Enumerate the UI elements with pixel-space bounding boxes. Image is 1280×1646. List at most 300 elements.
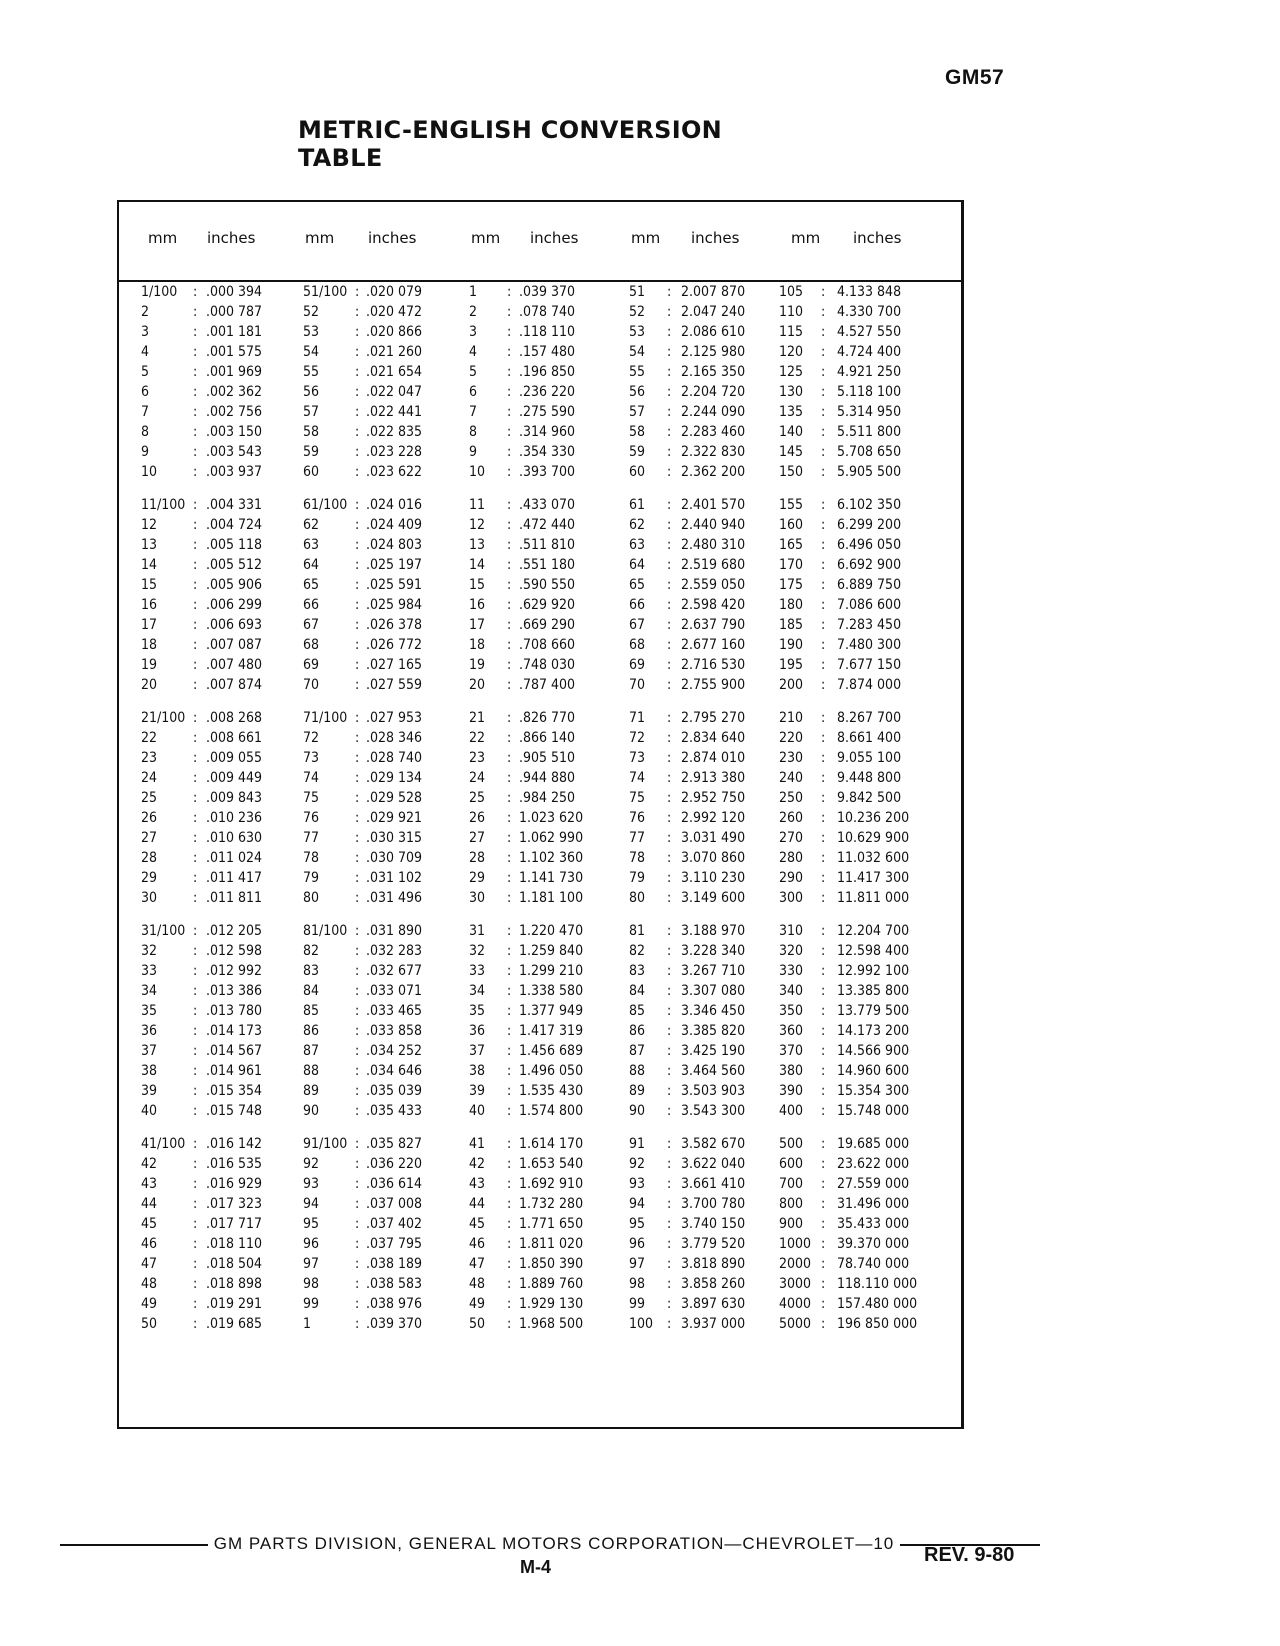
separator-colon: :	[667, 1063, 672, 1079]
mm-value: 68	[629, 637, 646, 653]
separator-colon: :	[355, 1256, 360, 1272]
mm-value: 9	[141, 444, 150, 460]
inches-value: 2.637 790	[681, 617, 746, 633]
header-inches: inches	[853, 229, 902, 247]
mm-value: 130	[779, 384, 804, 400]
inches-value: .017 323	[206, 1196, 263, 1212]
inches-value: .001 181	[206, 324, 263, 340]
separator-colon: :	[667, 1003, 672, 1019]
mm-value: 41	[469, 1136, 486, 1152]
separator-colon: :	[507, 770, 512, 786]
separator-colon: :	[821, 304, 826, 320]
separator-colon: :	[821, 284, 826, 300]
document-code: GM57	[945, 66, 1005, 89]
separator-colon: :	[821, 1236, 826, 1252]
separator-colon: :	[821, 963, 826, 979]
mm-value: 140	[779, 424, 804, 440]
mm-value: 97	[303, 1256, 320, 1272]
separator-colon: :	[193, 324, 198, 340]
mm-value: 66	[303, 597, 320, 613]
inches-value: .196 850	[519, 364, 576, 380]
inches-value: .038 976	[366, 1296, 423, 1312]
mm-value: 18	[469, 637, 486, 653]
mm-value: 88	[629, 1063, 646, 1079]
separator-colon: :	[667, 657, 672, 673]
mm-value: 165	[779, 537, 804, 553]
inches-value: .006 299	[206, 597, 263, 613]
mm-value: 72	[303, 730, 320, 746]
mm-value: 4000	[779, 1296, 812, 1312]
separator-colon: :	[507, 464, 512, 480]
mm-value: 9	[469, 444, 478, 460]
inches-value: .009 449	[206, 770, 263, 786]
mm-value: 4	[141, 344, 150, 360]
mm-value: 69	[629, 657, 646, 673]
separator-colon: :	[507, 657, 512, 673]
separator-colon: :	[821, 830, 826, 846]
mm-value: 18	[141, 637, 158, 653]
header-inches: inches	[530, 229, 579, 247]
separator-colon: :	[355, 1316, 360, 1332]
inches-value: .008 268	[206, 710, 263, 726]
inches-value: .005 512	[206, 557, 263, 573]
separator-colon: :	[507, 1236, 512, 1252]
inches-value: 4.133 848	[837, 284, 902, 300]
inches-value: 3.779 520	[681, 1236, 746, 1252]
inches-value: 6.299 200	[837, 517, 902, 533]
mm-value: 30	[141, 890, 158, 906]
separator-colon: :	[821, 384, 826, 400]
mm-value: 27	[141, 830, 158, 846]
separator-colon: :	[821, 344, 826, 360]
mm-value: 75	[303, 790, 320, 806]
inches-value: 5.118 100	[837, 384, 902, 400]
separator-colon: :	[355, 1043, 360, 1059]
separator-colon: :	[821, 617, 826, 633]
separator-colon: :	[507, 1276, 512, 1292]
mm-value: 14	[141, 557, 158, 573]
mm-value: 83	[303, 963, 320, 979]
inches-value: .023 622	[366, 464, 423, 480]
inches-value: 5.314 950	[837, 404, 902, 420]
mm-value: 83	[629, 963, 646, 979]
separator-colon: :	[355, 1083, 360, 1099]
separator-colon: :	[193, 537, 198, 553]
mm-value: 700	[779, 1176, 804, 1192]
mm-value: 49	[469, 1296, 486, 1312]
inches-value: .025 591	[366, 577, 423, 593]
mm-value: 80	[303, 890, 320, 906]
inches-value: 14.566 900	[837, 1043, 910, 1059]
inches-value: 3.070 860	[681, 850, 746, 866]
inches-value: 2.755 900	[681, 677, 746, 693]
separator-colon: :	[355, 770, 360, 786]
separator-colon: :	[193, 1003, 198, 1019]
separator-colon: :	[193, 517, 198, 533]
mm-value: 56	[629, 384, 646, 400]
separator-colon: :	[821, 497, 826, 513]
separator-colon: :	[667, 464, 672, 480]
mm-value: 79	[303, 870, 320, 886]
mm-value: 40	[141, 1103, 158, 1119]
separator-colon: :	[821, 870, 826, 886]
inches-value: 1.496 050	[519, 1063, 584, 1079]
mm-value: 63	[303, 537, 320, 553]
separator-colon: :	[667, 617, 672, 633]
inches-value: 9.448 800	[837, 770, 902, 786]
separator-colon: :	[193, 1063, 198, 1079]
mm-value: 87	[629, 1043, 646, 1059]
separator-colon: :	[667, 1023, 672, 1039]
inches-value: 19.685 000	[837, 1136, 910, 1152]
separator-colon: :	[667, 850, 672, 866]
inches-value: .314 960	[519, 424, 576, 440]
separator-colon: :	[507, 1003, 512, 1019]
mm-value: 220	[779, 730, 804, 746]
inches-value: 2.874 010	[681, 750, 746, 766]
mm-value: 260	[779, 810, 804, 826]
inches-value: 3.228 340	[681, 943, 746, 959]
inches-value: 23.622 000	[837, 1156, 910, 1172]
inches-value: 3.858 260	[681, 1276, 746, 1292]
footer-division: GM PARTS DIVISION, GENERAL MOTORS CORPORATION—CHEVROLET—10	[213, 1534, 895, 1553]
mm-value: 135	[779, 404, 804, 420]
separator-colon: :	[193, 710, 198, 726]
mm-value: 145	[779, 444, 804, 460]
mm-value: 59	[303, 444, 320, 460]
mm-value: 45	[141, 1216, 158, 1232]
inches-value: .012 598	[206, 943, 263, 959]
inches-value: 2.559 050	[681, 577, 746, 593]
separator-colon: :	[193, 770, 198, 786]
revision-label: REV. 9-80	[924, 1544, 1015, 1566]
inches-value: .472 440	[519, 517, 576, 533]
inches-value: .078 740	[519, 304, 576, 320]
inches-value: 6.889 750	[837, 577, 902, 593]
inches-value: .511 810	[519, 537, 576, 553]
mm-value: 31	[469, 923, 486, 939]
inches-value: 2.677 160	[681, 637, 746, 653]
separator-colon: :	[193, 963, 198, 979]
mm-value: 2	[469, 304, 478, 320]
inches-value: 2.283 460	[681, 424, 746, 440]
separator-colon: :	[507, 943, 512, 959]
separator-colon: :	[507, 963, 512, 979]
inches-value: 4.330 700	[837, 304, 902, 320]
separator-colon: :	[507, 364, 512, 380]
separator-colon: :	[355, 557, 360, 573]
separator-colon: :	[355, 830, 360, 846]
mm-value: 59	[629, 444, 646, 460]
inches-value: 2.125 980	[681, 344, 746, 360]
inches-value: 15.748 000	[837, 1103, 910, 1119]
inches-value: .029 134	[366, 770, 423, 786]
separator-colon: :	[667, 637, 672, 653]
mm-value: 28	[469, 850, 486, 866]
inches-value: 7.677 150	[837, 657, 902, 673]
table-body	[119, 282, 961, 1427]
separator-colon: :	[507, 637, 512, 653]
inches-value: 5.708 650	[837, 444, 902, 460]
mm-value: 61/100	[303, 497, 348, 513]
inches-value: 3.582 670	[681, 1136, 746, 1152]
mm-value: 6	[141, 384, 150, 400]
mm-value: 74	[303, 770, 320, 786]
separator-colon: :	[355, 597, 360, 613]
mm-value: 100	[629, 1316, 654, 1332]
mm-value: 34	[469, 983, 486, 999]
inches-value: 3.937 000	[681, 1316, 746, 1332]
separator-colon: :	[507, 1216, 512, 1232]
separator-colon: :	[355, 1216, 360, 1232]
separator-colon: :	[821, 424, 826, 440]
separator-colon: :	[507, 810, 512, 826]
inches-value: 3.149 600	[681, 890, 746, 906]
separator-colon: :	[355, 284, 360, 300]
mm-value: 19	[141, 657, 158, 673]
mm-value: 38	[469, 1063, 486, 1079]
inches-value: .023 228	[366, 444, 423, 460]
header-mm: mm	[471, 229, 501, 247]
inches-value: 3.188 970	[681, 923, 746, 939]
inches-value: 9.842 500	[837, 790, 902, 806]
inches-value: 1.102 360	[519, 850, 584, 866]
mm-value: 95	[629, 1216, 646, 1232]
mm-value: 89	[303, 1083, 320, 1099]
mm-value: 5000	[779, 1316, 812, 1332]
inches-value: .012 205	[206, 923, 263, 939]
mm-value: 16	[141, 597, 158, 613]
separator-colon: :	[507, 730, 512, 746]
inches-value: .031 102	[366, 870, 423, 886]
separator-colon: :	[667, 983, 672, 999]
inches-value: 3.425 190	[681, 1043, 746, 1059]
separator-colon: :	[507, 284, 512, 300]
mm-value: 92	[629, 1156, 646, 1172]
mm-value: 96	[303, 1236, 320, 1252]
mm-value: 15	[141, 577, 158, 593]
separator-colon: :	[193, 1276, 198, 1292]
inches-value: .016 142	[206, 1136, 263, 1152]
separator-colon: :	[507, 1256, 512, 1272]
separator-colon: :	[821, 1103, 826, 1119]
inches-value: .590 550	[519, 577, 576, 593]
mm-value: 21	[469, 710, 486, 726]
mm-value: 36	[141, 1023, 158, 1039]
footer-division-line	[60, 1534, 1060, 1554]
separator-colon: :	[355, 1156, 360, 1172]
separator-colon: :	[507, 1043, 512, 1059]
inches-value: 1.614 170	[519, 1136, 584, 1152]
inches-value: 1.653 540	[519, 1156, 584, 1172]
inches-value: 2.362 200	[681, 464, 746, 480]
mm-value: 43	[141, 1176, 158, 1192]
inches-value: 1.811 020	[519, 1236, 584, 1252]
mm-value: 30	[469, 890, 486, 906]
separator-colon: :	[667, 1176, 672, 1192]
separator-colon: :	[193, 1176, 198, 1192]
mm-value: 84	[303, 983, 320, 999]
inches-value: .354 330	[519, 444, 576, 460]
inches-value: 3.267 710	[681, 963, 746, 979]
separator-colon: :	[193, 304, 198, 320]
inches-value: 3.622 040	[681, 1156, 746, 1172]
inches-value: 14.960 600	[837, 1063, 910, 1079]
mm-value: 27	[469, 830, 486, 846]
mm-value: 42	[141, 1156, 158, 1172]
inches-value: .037 008	[366, 1196, 423, 1212]
mm-value: 29	[469, 870, 486, 886]
inches-value: .009 055	[206, 750, 263, 766]
mm-value: 95	[303, 1216, 320, 1232]
inches-value: .013 386	[206, 983, 263, 999]
footer-rule	[60, 1544, 208, 1546]
inches-value: .551 180	[519, 557, 576, 573]
mm-value: 52	[303, 304, 320, 320]
separator-colon: :	[821, 1176, 826, 1192]
separator-colon: :	[507, 850, 512, 866]
mm-value: 78	[629, 850, 646, 866]
separator-colon: :	[355, 517, 360, 533]
mm-value: 280	[779, 850, 804, 866]
separator-colon: :	[821, 1196, 826, 1212]
mm-value: 55	[629, 364, 646, 380]
inches-value: .032 677	[366, 963, 423, 979]
mm-value: 60	[629, 464, 646, 480]
inches-value: .032 283	[366, 943, 423, 959]
mm-value: 5	[469, 364, 478, 380]
separator-colon: :	[507, 617, 512, 633]
separator-colon: :	[821, 790, 826, 806]
header-mm: mm	[791, 229, 821, 247]
separator-colon: :	[821, 850, 826, 866]
separator-colon: :	[507, 1196, 512, 1212]
separator-colon: :	[193, 464, 198, 480]
separator-colon: :	[355, 444, 360, 460]
mm-value: 62	[629, 517, 646, 533]
separator-colon: :	[507, 1296, 512, 1312]
inches-value: 2.244 090	[681, 404, 746, 420]
inches-value: .157 480	[519, 344, 576, 360]
inches-value: 1.220 470	[519, 923, 584, 939]
inches-value: .022 047	[366, 384, 423, 400]
mm-value: 1	[303, 1316, 312, 1332]
mm-value: 68	[303, 637, 320, 653]
separator-colon: :	[193, 424, 198, 440]
separator-colon: :	[193, 810, 198, 826]
mm-value: 93	[629, 1176, 646, 1192]
mm-value: 75	[629, 790, 646, 806]
separator-colon: :	[355, 1023, 360, 1039]
inches-value: .009 843	[206, 790, 263, 806]
mm-value: 19	[469, 657, 486, 673]
separator-colon: :	[667, 890, 672, 906]
mm-value: 4	[469, 344, 478, 360]
inches-value: 2.598 420	[681, 597, 746, 613]
mm-value: 105	[779, 284, 804, 300]
separator-colon: :	[667, 1196, 672, 1212]
separator-colon: :	[821, 1276, 826, 1292]
mm-value: 36	[469, 1023, 486, 1039]
separator-colon: :	[667, 1276, 672, 1292]
mm-value: 50	[469, 1316, 486, 1332]
inches-value: .007 874	[206, 677, 263, 693]
separator-colon: :	[667, 517, 672, 533]
inches-value: .033 858	[366, 1023, 423, 1039]
mm-value: 32	[469, 943, 486, 959]
mm-value: 170	[779, 557, 804, 573]
mm-value: 70	[629, 677, 646, 693]
mm-value: 1	[469, 284, 478, 300]
inches-value: 2.007 870	[681, 284, 746, 300]
mm-value: 45	[469, 1216, 486, 1232]
inches-value: .037 795	[366, 1236, 423, 1252]
inches-value: .011 417	[206, 870, 263, 886]
separator-colon: :	[355, 324, 360, 340]
separator-colon: :	[193, 730, 198, 746]
separator-colon: :	[667, 810, 672, 826]
inches-value: .036 614	[366, 1176, 423, 1192]
separator-colon: :	[667, 444, 672, 460]
mm-value: 54	[629, 344, 646, 360]
inches-value: 1.338 580	[519, 983, 584, 999]
mm-value: 99	[303, 1296, 320, 1312]
mm-value: 61	[629, 497, 646, 513]
separator-colon: :	[507, 1176, 512, 1192]
inches-value: .004 331	[206, 497, 263, 513]
mm-value: 340	[779, 983, 804, 999]
mm-value: 115	[779, 324, 804, 340]
separator-colon: :	[821, 1043, 826, 1059]
separator-colon: :	[667, 830, 672, 846]
inches-value: 3.818 890	[681, 1256, 746, 1272]
separator-colon: :	[355, 730, 360, 746]
mm-value: 230	[779, 750, 804, 766]
inches-value: 12.598 400	[837, 943, 910, 959]
separator-colon: :	[193, 384, 198, 400]
separator-colon: :	[821, 1023, 826, 1039]
separator-colon: :	[355, 497, 360, 513]
inches-value: .003 937	[206, 464, 263, 480]
separator-colon: :	[821, 557, 826, 573]
separator-colon: :	[507, 497, 512, 513]
inches-value: .029 528	[366, 790, 423, 806]
mm-value: 8	[141, 424, 150, 440]
separator-colon: :	[355, 710, 360, 726]
inches-value: 1.732 280	[519, 1196, 584, 1212]
inches-value: .001 575	[206, 344, 263, 360]
inches-value: .020 866	[366, 324, 423, 340]
separator-colon: :	[821, 1003, 826, 1019]
inches-value: 2.952 750	[681, 790, 746, 806]
inches-value: .236 220	[519, 384, 576, 400]
mm-value: 380	[779, 1063, 804, 1079]
inches-value: .034 252	[366, 1043, 423, 1059]
mm-value: 11/100	[141, 497, 186, 513]
separator-colon: :	[667, 943, 672, 959]
separator-colon: :	[821, 1216, 826, 1232]
mm-value: 10	[141, 464, 158, 480]
separator-colon: :	[507, 424, 512, 440]
inches-value: .004 724	[206, 517, 263, 533]
mm-value: 53	[629, 324, 646, 340]
mm-value: 390	[779, 1083, 804, 1099]
inches-value: .028 346	[366, 730, 423, 746]
header-mm: mm	[305, 229, 335, 247]
separator-colon: :	[355, 963, 360, 979]
inches-value: 2.913 380	[681, 770, 746, 786]
mm-value: 600	[779, 1156, 804, 1172]
